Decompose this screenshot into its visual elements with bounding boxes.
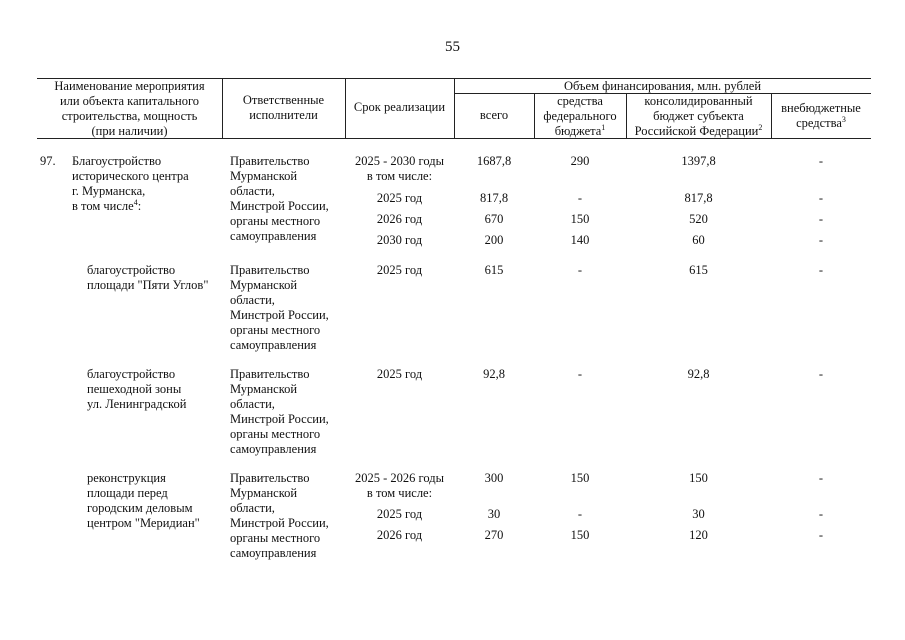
subitem-name [87, 367, 222, 412]
extra-cell: - [818, 191, 824, 205]
header-extra-line: внебюджетные [781, 101, 861, 115]
period-line: 2025 - 2026 годы [354, 471, 444, 485]
period-cell [345, 471, 454, 501]
header-executors-line: исполнители [249, 108, 318, 122]
subitem-name-line: благоустройство [87, 367, 176, 381]
subitem-name-line: площади перед [87, 486, 168, 500]
executors-line: Мурманской [230, 382, 298, 396]
period-cell: 2025 год [376, 367, 423, 381]
federal-cell: 150 [570, 212, 590, 226]
item-name-line: исторического центра [72, 169, 189, 183]
regional-cell: 817,8 [684, 191, 713, 205]
header-name-line: Наименование мероприятия [54, 79, 205, 93]
executors-line: Мурманской [230, 486, 298, 500]
executors-line: Минстрой России, [230, 199, 329, 213]
regional-cell: 30 [692, 507, 705, 521]
item-name-text: : [137, 199, 142, 213]
header-federal-line [534, 124, 626, 139]
total-cell: 817,8 [479, 191, 509, 205]
total-cell: 615 [484, 263, 504, 277]
executors-line: Мурманской [230, 278, 298, 292]
header-extra-line [771, 116, 871, 131]
item-name-line: г. Мурманска, [72, 184, 146, 198]
header-regional-text: Российской Федерации [634, 124, 759, 138]
header-regional-line [626, 124, 771, 139]
executors-cell [230, 263, 345, 353]
executors-line: самоуправления [230, 338, 317, 352]
executors-line: Правительство [230, 471, 310, 485]
header-regional [626, 94, 771, 139]
subitem-name-line: площади "Пяти Углов" [87, 278, 209, 292]
regional-cell: 92,8 [687, 367, 710, 381]
period-line: в том числе: [366, 169, 433, 183]
extra-cell: - [818, 471, 824, 485]
header-federal-line: средства [557, 94, 603, 108]
executors-line: Мурманской [230, 169, 298, 183]
regional-cell: 615 [689, 263, 708, 277]
federal-cell: 150 [570, 528, 590, 542]
item-number: 97. [40, 154, 56, 168]
total-cell: 300 [484, 471, 504, 485]
total-cell: 1687,8 [476, 154, 512, 168]
header-federal-line: федерального [543, 109, 617, 123]
item-name-line [72, 199, 222, 214]
extra-cell: - [818, 367, 824, 381]
footnote-mark: 4 [133, 198, 138, 207]
federal-cell: 150 [570, 471, 590, 485]
federal-cell: - [577, 191, 583, 205]
executors-line: области, [230, 501, 275, 515]
header-name-line: или объекта капитального [59, 94, 200, 108]
executors-cell [230, 471, 345, 561]
period-line: в том числе: [366, 486, 433, 500]
item-name [72, 154, 222, 214]
header-federal [534, 94, 626, 139]
header-period: Срок реализации [353, 100, 446, 114]
extra-cell: - [818, 528, 824, 542]
header-executors [222, 93, 345, 123]
regional-cell: 120 [689, 528, 708, 542]
header-extra [771, 101, 871, 131]
executors-cell [230, 154, 345, 244]
executors-line: Правительство [230, 263, 310, 277]
federal-cell: 140 [570, 233, 590, 247]
period-cell: 2025 год [376, 507, 423, 521]
total-cell: 270 [484, 528, 504, 542]
period-cell [345, 154, 454, 184]
subitem-name-line: центром "Меридиан" [87, 516, 200, 530]
header-total: всего [479, 108, 509, 122]
footnote-mark: 2 [758, 123, 763, 132]
header-regional-line: бюджет субъекта [653, 109, 744, 123]
federal-cell: - [577, 367, 583, 381]
page-number: 55 [445, 39, 460, 55]
total-cell: 670 [484, 212, 504, 226]
footnote-mark: 1 [601, 123, 606, 132]
extra-cell: - [818, 212, 824, 226]
executors-line: Правительство [230, 154, 310, 168]
executors-line: самоуправления [230, 442, 317, 456]
extra-cell: - [818, 507, 824, 521]
regional-cell: 520 [689, 212, 708, 226]
executors-line: органы местного [230, 531, 321, 545]
executors-line: области, [230, 293, 275, 307]
executors-line: органы местного [230, 323, 321, 337]
footnote-mark: 3 [841, 115, 846, 124]
executors-line: органы местного [230, 427, 321, 441]
federal-cell: 290 [570, 154, 590, 168]
regional-cell: 60 [692, 233, 705, 247]
executors-line: самоуправления [230, 229, 317, 243]
regional-cell: 150 [689, 471, 708, 485]
header-federal-text: бюджета [554, 124, 602, 138]
executors-line: самоуправления [230, 546, 317, 560]
total-cell: 92,8 [483, 367, 505, 381]
period-cell: 2026 год [376, 212, 423, 226]
executors-line: области, [230, 397, 275, 411]
header-funding: Объем финансирования, млн. рублей [563, 79, 762, 93]
header-regional-line: консолидированный [644, 94, 753, 108]
executors-line: органы местного [230, 214, 321, 228]
federal-cell: - [577, 263, 583, 277]
header-name-line: строительства, мощность [61, 109, 198, 123]
item-name-line: Благоустройство [72, 154, 162, 168]
subitem-name-line: реконструкция [87, 471, 166, 485]
total-cell: 30 [487, 507, 501, 521]
extra-cell: - [818, 233, 824, 247]
federal-cell: - [577, 507, 583, 521]
item-name-text: в том числе [72, 199, 134, 213]
extra-cell: - [818, 154, 824, 168]
subitem-name-line: городским деловым [87, 501, 193, 515]
header-name [37, 79, 222, 139]
period-cell: 2025 год [376, 191, 423, 205]
subitem-name [87, 263, 222, 293]
subitem-name-line: благоустройство [87, 263, 176, 277]
header-executors-line: Ответственные [242, 93, 325, 107]
subitem-name [87, 471, 222, 531]
period-cell: 2030 год [376, 233, 423, 247]
executors-line: Минстрой России, [230, 308, 329, 322]
executors-line: Минстрой России, [230, 516, 329, 530]
subitem-name-line: пешеходной зоны [87, 382, 182, 396]
header-name-line: (при наличии) [91, 124, 168, 138]
subitem-name-line: ул. Ленинградской [87, 397, 187, 411]
regional-cell: 1397,8 [681, 154, 716, 168]
total-cell: 200 [484, 233, 504, 247]
executors-line: Минстрой России, [230, 412, 329, 426]
executors-line: области, [230, 184, 275, 198]
executors-cell [230, 367, 345, 457]
period-cell: 2025 год [376, 263, 423, 277]
period-cell: 2026 год [376, 528, 423, 542]
period-line: 2025 - 2030 годы [354, 154, 444, 168]
executors-line: Правительство [230, 367, 310, 381]
extra-cell: - [818, 263, 824, 277]
header-extra-text: средства [796, 116, 842, 130]
